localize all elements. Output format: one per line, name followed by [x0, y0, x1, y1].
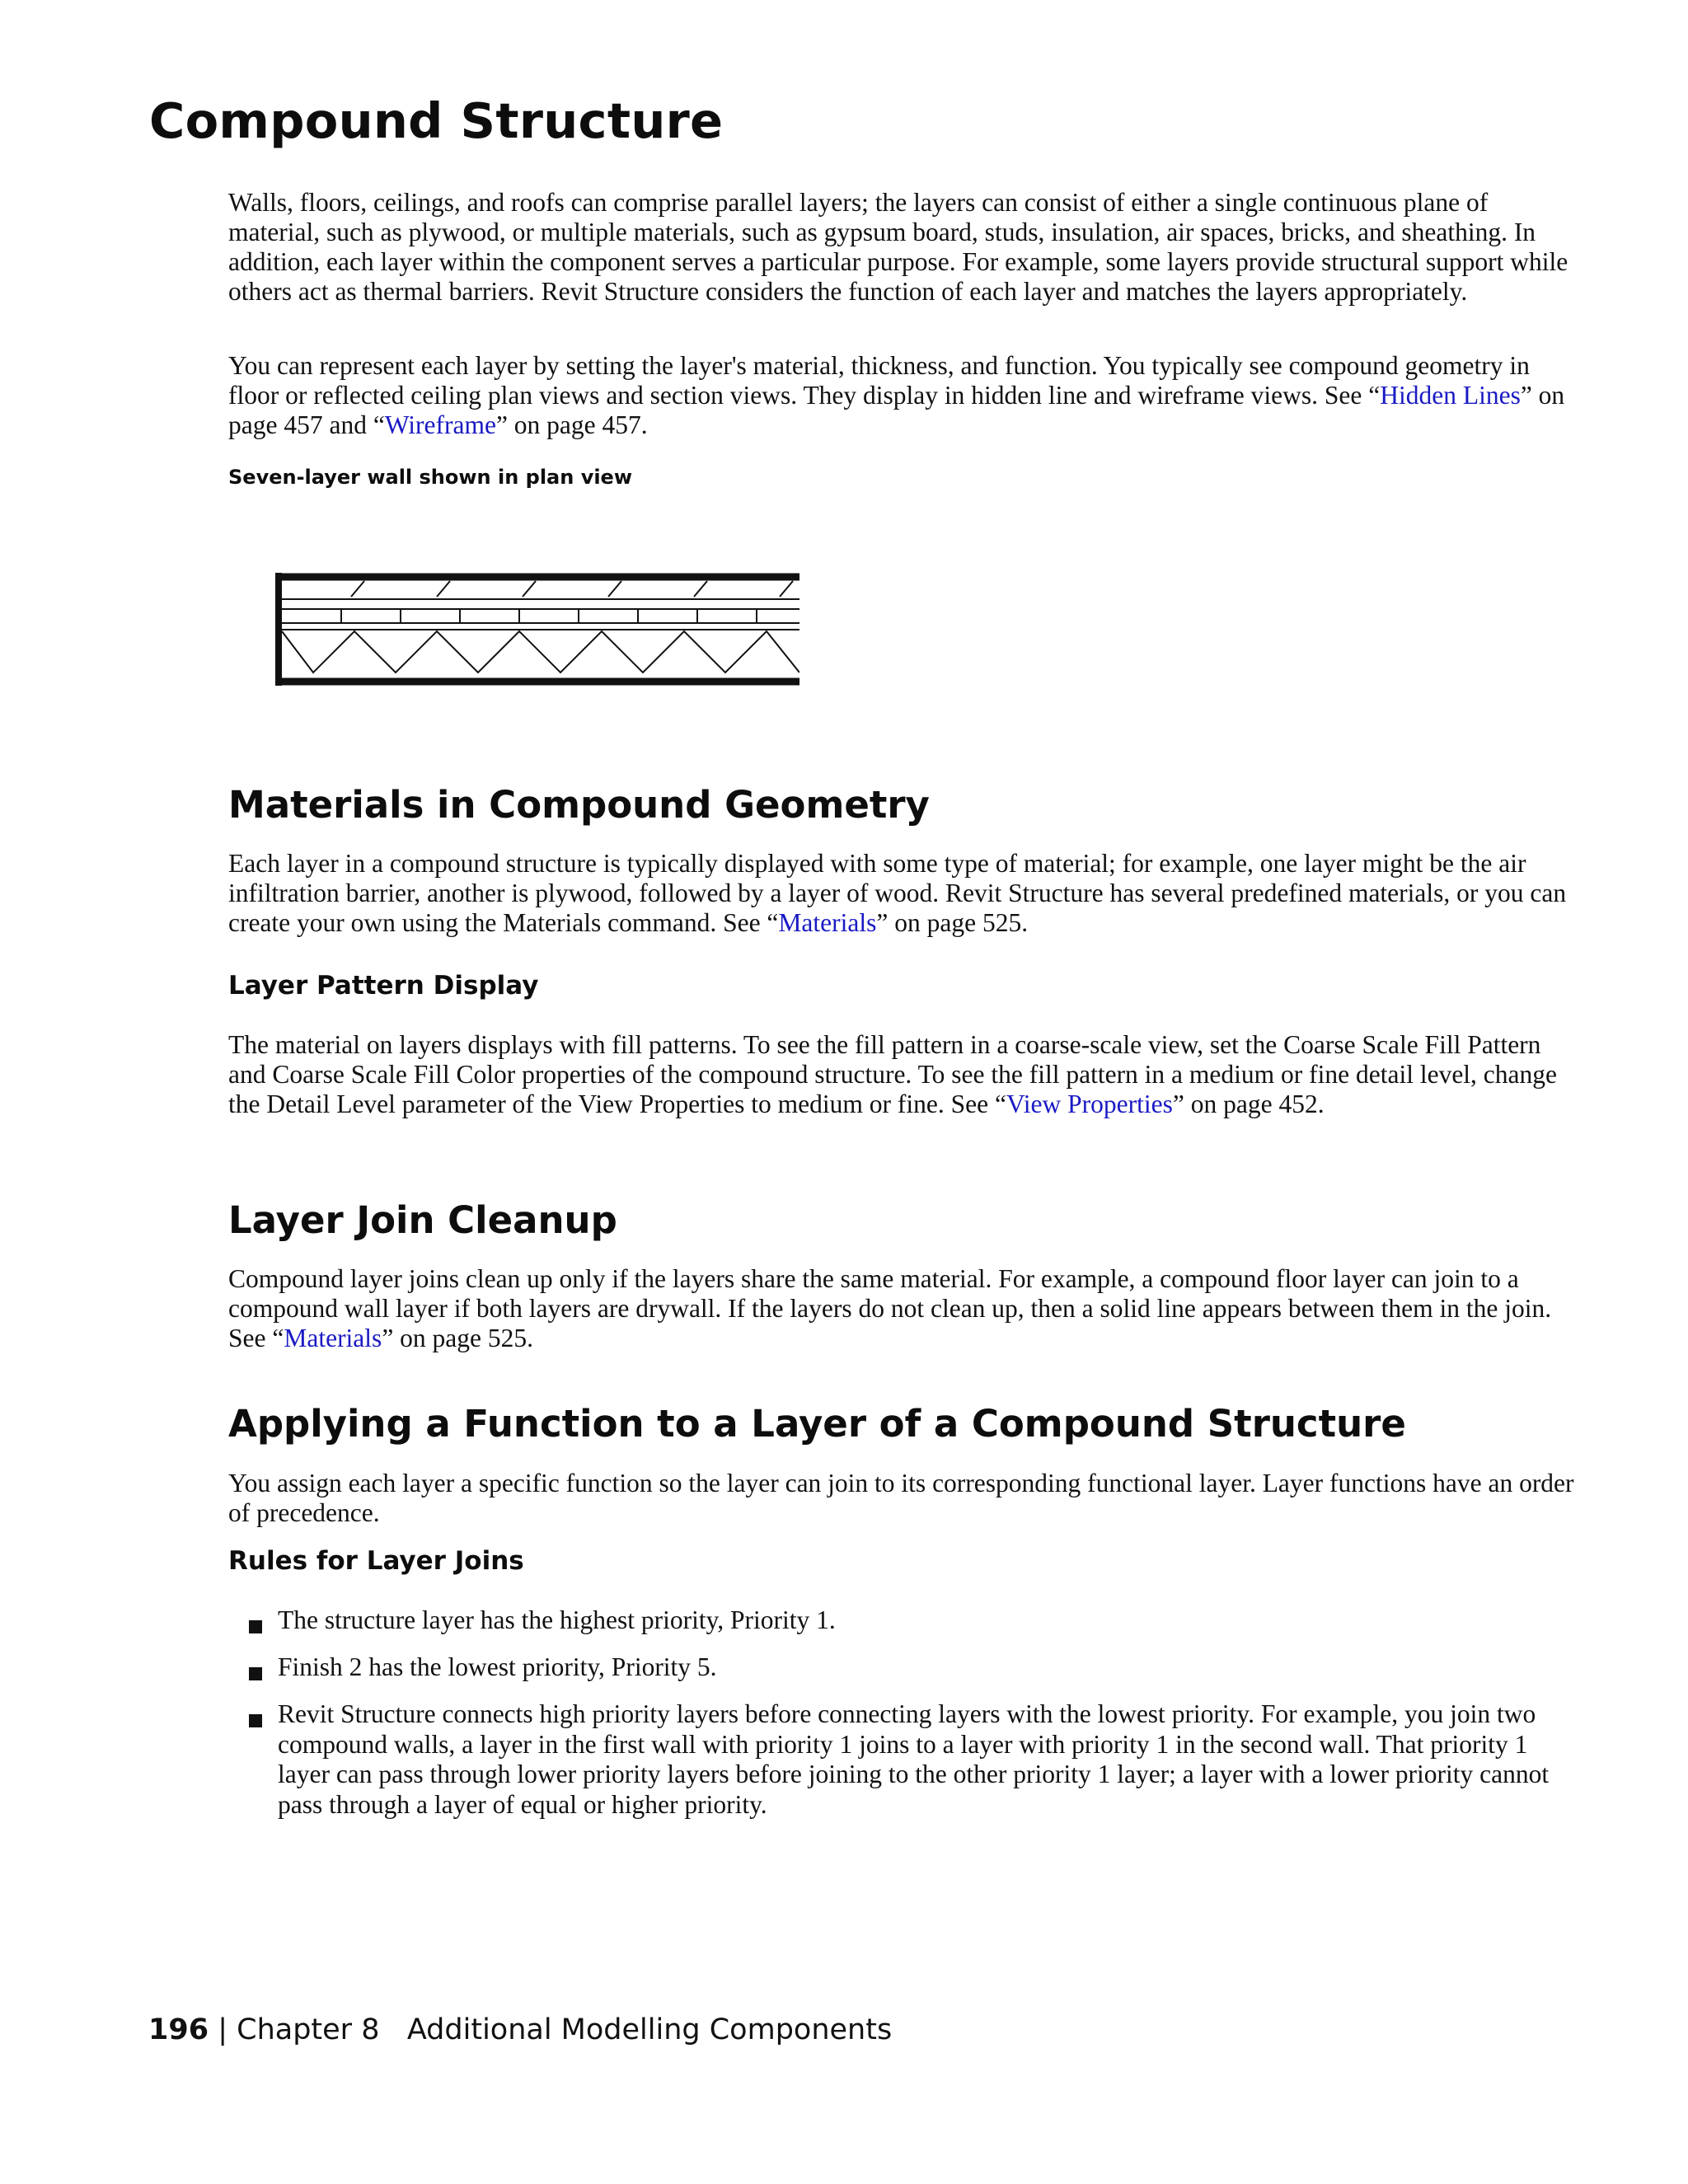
seven-layer-wall-figure: [272, 565, 799, 691]
bullet-marker: [249, 1714, 262, 1727]
materials-text-a: Each layer in a compound structure is typically displayed with some type of material; for example, one layer might be the air infiltration barrier, another is plywood, followed by a layer of wood. Revit Structure has several predefined materials, or you can create your own using the Materials command. See “: [228, 849, 1567, 937]
footer-chapter-title: Additional Modelling Components: [406, 2013, 893, 2046]
function-heading: Applying a Function to a Layer of a Compound Structure: [228, 1402, 1406, 1446]
layer-join-text-a: Compound layer joins clean up only if the layers share the same material. For example, a compound floor layer can join to a compound wall layer if both layers are drywall. If the layers do not clean up, then a solid line appears between them in the join. See “: [228, 1264, 1552, 1352]
represent-text-a: You can represent each layer by setting the layer's material, thickness, and function. You typically see compound geometry in floor or reflected ceiling plan views and section views. They display in hidden line and wireframe views. See “: [228, 351, 1530, 410]
materials-text-b: ” on page 525.: [876, 908, 1029, 937]
materials-link[interactable]: Materials: [778, 908, 877, 937]
layer-join-heading: Layer Join Cleanup: [228, 1198, 617, 1242]
bullet-item: The structure layer has the highest priority, Priority 1.: [278, 1605, 836, 1634]
represent-paragraph: [228, 351, 1580, 440]
materials-heading: Materials in Compound Geometry: [228, 783, 930, 827]
intro-paragraph: Walls, floors, ceilings, and roofs can comprise parallel layers; the layers can consist of either a single continuous plane of material, such as plywood, or multiple materials, such as gypsum board, studs, insulation, air spaces, bricks, and sheathing. In addition, each layer within the component serves a particular purpose. For example, some layers provide structural support while others act as thermal barriers. Revit Structure considers the function of each layer and matches the layers appropriately.: [228, 188, 1568, 306]
represent-text-b: ” on page 457 and “: [228, 381, 1565, 439]
footer-separator: |: [218, 2013, 227, 2046]
bullet-marker: [249, 1667, 262, 1680]
function-paragraph: You assign each layer a specific function so the layer can join to its corresponding functional layer. Layer functions have an order of precedence.: [228, 1469, 1574, 1527]
page-number: 196: [148, 2013, 209, 2046]
wireframe-link[interactable]: Wireframe: [384, 410, 496, 439]
layer-pattern-heading: Layer Pattern Display: [228, 971, 539, 1001]
hidden-lines-link[interactable]: Hidden Lines: [1380, 381, 1521, 410]
figure-caption: Seven-layer wall shown in plan view: [228, 466, 633, 489]
bullet-item: Finish 2 has the lowest priority, Priority 5.: [278, 1652, 717, 1681]
layer-pattern-text-a: The material on layers displays with fill patterns. To see the fill pattern in a coarse-scale view, set the Coarse Scale Fill Pattern and Coarse Scale Fill Color properties of the compound structure. To see the fill pattern in a medium or fine detail level, change the Detail Level parameter of the View Properties to medium or fine. See “: [228, 1030, 1557, 1118]
page-footer: [148, 2013, 892, 2046]
footer-chapter: Chapter 8: [237, 2013, 380, 2046]
rules-heading: Rules for Layer Joins: [228, 1546, 524, 1576]
bullet-marker: [249, 1620, 262, 1633]
layer-join-text-b: ” on page 525.: [382, 1324, 534, 1352]
bullet-item: Revit Structure connects high priority layers before connecting layers with the lowest priority. For example, you join two compound walls, a layer in the first wall with priority 1 joins to a layer with priority 1 in the second wall. That priority 1 layer can pass through lower priority layers before joining to the other priority 1 layer; a layer with a lower priority cannot pass through a layer of equal or higher priority.: [278, 1699, 1550, 1819]
represent-text-c: ” on page 457.: [495, 410, 648, 439]
materials-link-2[interactable]: Materials: [284, 1324, 382, 1352]
layer-pattern-paragraph: [228, 1030, 1580, 1119]
layer-join-paragraph: [228, 1264, 1580, 1353]
view-properties-link[interactable]: View Properties: [1006, 1090, 1173, 1118]
layer-pattern-text-b: ” on page 452.: [1172, 1090, 1325, 1118]
page-title: Compound Structure: [149, 92, 724, 149]
materials-paragraph: [228, 849, 1580, 938]
